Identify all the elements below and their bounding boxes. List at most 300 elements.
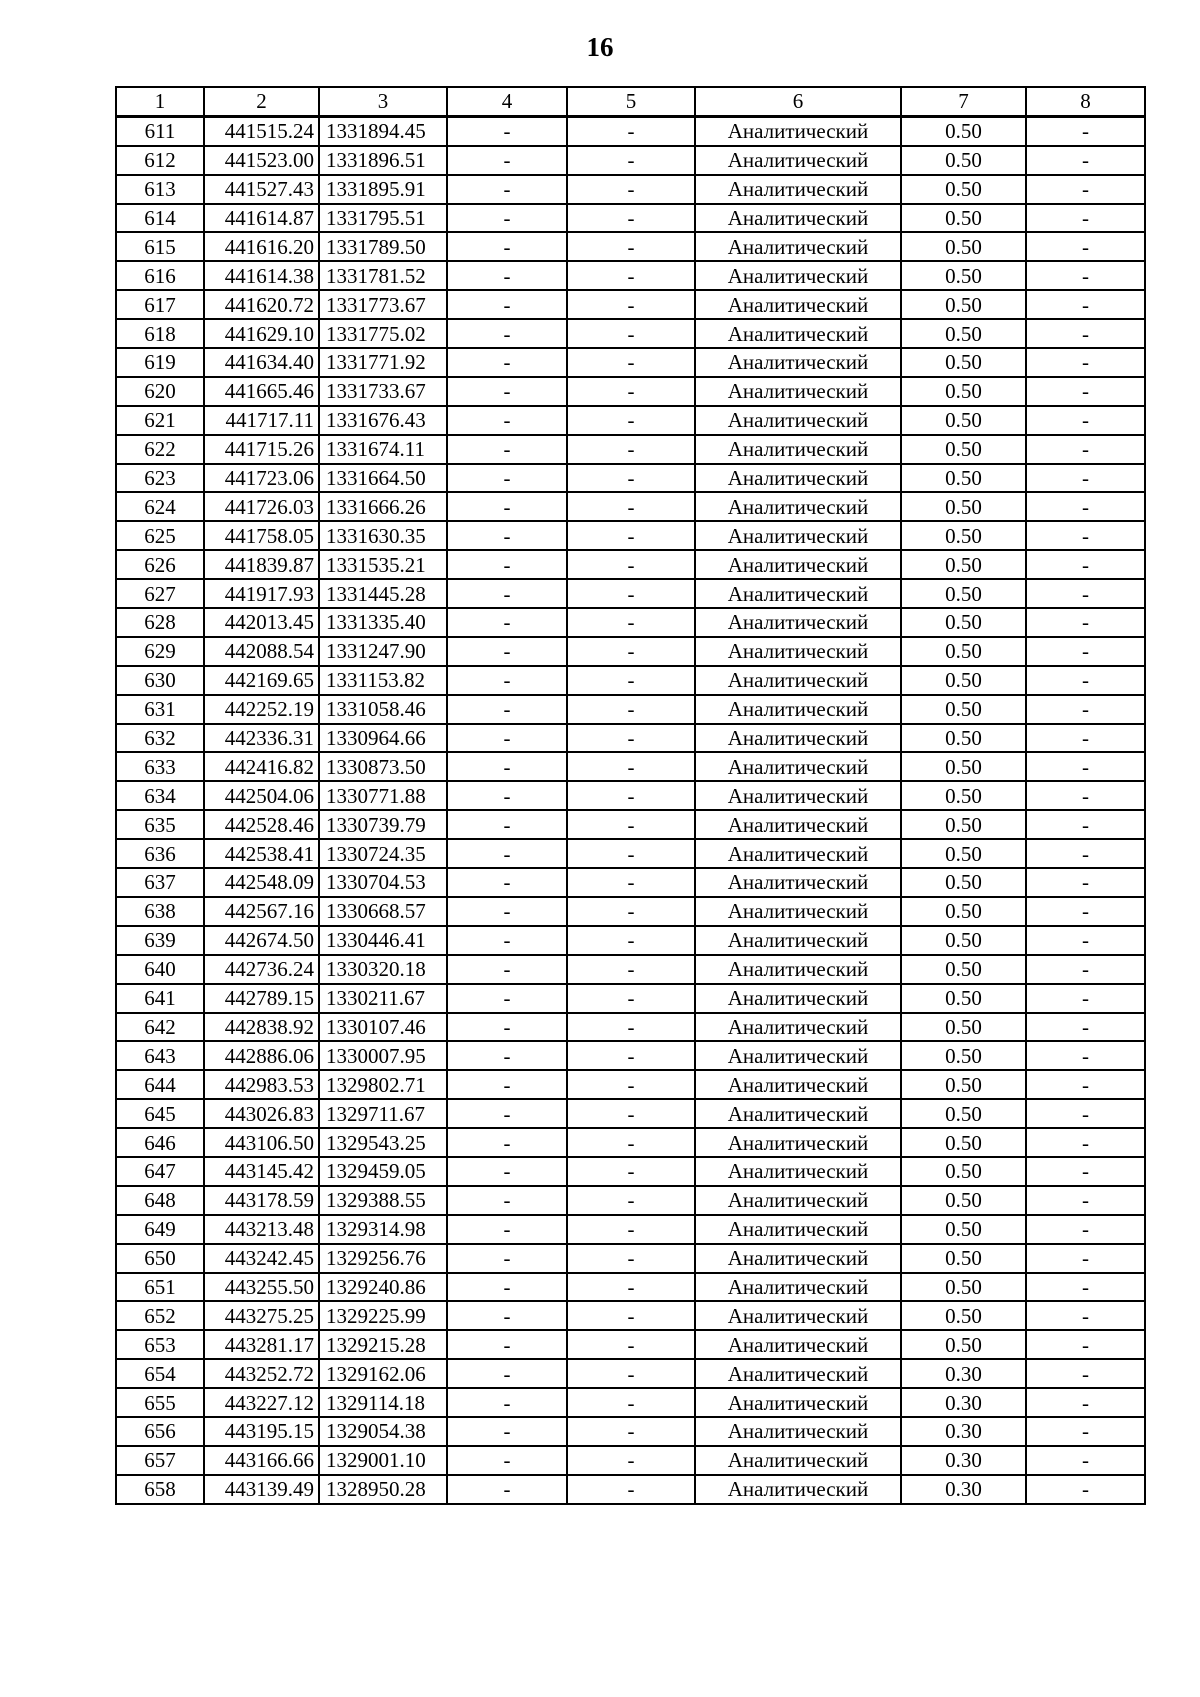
table-row <box>116 1446 1145 1475</box>
point-number-cell: 628 <box>116 608 204 637</box>
method-cell: Аналитический <box>695 406 901 435</box>
point-number-cell: 637 <box>116 868 204 897</box>
point-number-cell: 629 <box>116 637 204 666</box>
col8-cell: - <box>1026 1013 1145 1042</box>
col8-cell: - <box>1026 1330 1145 1359</box>
y-coordinate-cell: 1330964.66 <box>319 724 447 753</box>
col4-cell: - <box>447 1041 567 1070</box>
y-coordinate-cell: 1330211.67 <box>319 984 447 1013</box>
method-cell: Аналитический <box>695 1273 901 1302</box>
col8-cell: - <box>1026 637 1145 666</box>
table-row <box>116 377 1145 406</box>
method-cell: Аналитический <box>695 637 901 666</box>
accuracy-cell: 0.50 <box>901 146 1026 175</box>
x-coordinate-cell: 441715.26 <box>204 435 319 464</box>
y-coordinate-cell: 1330873.50 <box>319 752 447 781</box>
accuracy-cell: 0.50 <box>901 608 1026 637</box>
col8-cell: - <box>1026 116 1145 145</box>
col4-cell: - <box>447 984 567 1013</box>
col5-cell: - <box>567 984 695 1013</box>
col5-cell: - <box>567 261 695 290</box>
method-cell: Аналитический <box>695 1417 901 1446</box>
y-coordinate-cell: 1331894.45 <box>319 116 447 145</box>
table-row <box>116 232 1145 261</box>
point-number-cell: 615 <box>116 232 204 261</box>
accuracy-cell: 0.50 <box>901 1013 1026 1042</box>
point-number-cell: 627 <box>116 579 204 608</box>
x-coordinate-cell: 442567.16 <box>204 897 319 926</box>
col8-cell: - <box>1026 724 1145 753</box>
col4-cell: - <box>447 579 567 608</box>
col8-cell: - <box>1026 1446 1145 1475</box>
accuracy-cell: 0.30 <box>901 1359 1026 1388</box>
x-coordinate-cell: 441917.93 <box>204 579 319 608</box>
x-coordinate-cell: 443139.49 <box>204 1475 319 1504</box>
table-row <box>116 984 1145 1013</box>
method-cell: Аналитический <box>695 926 901 955</box>
col5-cell: - <box>567 1417 695 1446</box>
method-cell: Аналитический <box>695 1041 901 1070</box>
x-coordinate-cell: 441523.00 <box>204 146 319 175</box>
method-cell: Аналитический <box>695 348 901 377</box>
accuracy-cell: 0.50 <box>901 868 1026 897</box>
col8-cell: - <box>1026 348 1145 377</box>
table-row <box>116 752 1145 781</box>
table-row <box>116 1388 1145 1417</box>
method-cell: Аналитический <box>695 608 901 637</box>
column-header: 2 <box>204 87 319 116</box>
x-coordinate-cell: 443242.45 <box>204 1244 319 1273</box>
y-coordinate-cell: 1331775.02 <box>319 319 447 348</box>
method-cell: Аналитический <box>695 695 901 724</box>
x-coordinate-cell: 441634.40 <box>204 348 319 377</box>
x-coordinate-cell: 441717.11 <box>204 406 319 435</box>
point-number-cell: 612 <box>116 146 204 175</box>
method-cell: Аналитический <box>695 232 901 261</box>
col5-cell: - <box>567 637 695 666</box>
y-coordinate-cell: 1329114.18 <box>319 1388 447 1417</box>
col5-cell: - <box>567 406 695 435</box>
col5-cell: - <box>567 116 695 145</box>
method-cell: Аналитический <box>695 579 901 608</box>
point-number-cell: 649 <box>116 1215 204 1244</box>
accuracy-cell: 0.50 <box>901 1244 1026 1273</box>
x-coordinate-cell: 443178.59 <box>204 1186 319 1215</box>
x-coordinate-cell: 443145.42 <box>204 1157 319 1186</box>
y-coordinate-cell: 1329215.28 <box>319 1330 447 1359</box>
col4-cell: - <box>447 695 567 724</box>
accuracy-cell: 0.50 <box>901 579 1026 608</box>
col4-cell: - <box>447 1417 567 1446</box>
accuracy-cell: 0.50 <box>901 204 1026 233</box>
table-row <box>116 550 1145 579</box>
x-coordinate-cell: 441629.10 <box>204 319 319 348</box>
y-coordinate-cell: 1329543.25 <box>319 1128 447 1157</box>
col4-cell: - <box>447 521 567 550</box>
col5-cell: - <box>567 319 695 348</box>
coordinates-table <box>115 86 1146 1505</box>
col5-cell: - <box>567 435 695 464</box>
method-cell: Аналитический <box>695 116 901 145</box>
x-coordinate-cell: 441620.72 <box>204 290 319 319</box>
x-coordinate-cell: 443227.12 <box>204 1388 319 1417</box>
col8-cell: - <box>1026 579 1145 608</box>
col5-cell: - <box>567 579 695 608</box>
x-coordinate-cell: 441614.38 <box>204 261 319 290</box>
column-header: 5 <box>567 87 695 116</box>
point-number-cell: 633 <box>116 752 204 781</box>
method-cell: Аналитический <box>695 810 901 839</box>
point-number-cell: 641 <box>116 984 204 1013</box>
y-coordinate-cell: 1329459.05 <box>319 1157 447 1186</box>
table-row <box>116 261 1145 290</box>
col4-cell: - <box>447 781 567 810</box>
col4-cell: - <box>447 1215 567 1244</box>
col8-cell: - <box>1026 1244 1145 1273</box>
col4-cell: - <box>447 319 567 348</box>
point-number-cell: 648 <box>116 1186 204 1215</box>
col5-cell: - <box>567 492 695 521</box>
col8-cell: - <box>1026 868 1145 897</box>
col8-cell: - <box>1026 1157 1145 1186</box>
x-coordinate-cell: 441614.87 <box>204 204 319 233</box>
x-coordinate-cell: 442013.45 <box>204 608 319 637</box>
col8-cell: - <box>1026 1099 1145 1128</box>
point-number-cell: 640 <box>116 955 204 984</box>
method-cell: Аналитический <box>695 1301 901 1330</box>
col5-cell: - <box>567 377 695 406</box>
y-coordinate-cell: 1331771.92 <box>319 348 447 377</box>
x-coordinate-cell: 442538.41 <box>204 839 319 868</box>
y-coordinate-cell: 1331058.46 <box>319 695 447 724</box>
x-coordinate-cell: 443106.50 <box>204 1128 319 1157</box>
accuracy-cell: 0.50 <box>901 637 1026 666</box>
col5-cell: - <box>567 175 695 204</box>
x-coordinate-cell: 442838.92 <box>204 1013 319 1042</box>
table-row <box>116 1359 1145 1388</box>
col5-cell: - <box>567 1157 695 1186</box>
col5-cell: - <box>567 608 695 637</box>
col8-cell: - <box>1026 406 1145 435</box>
col4-cell: - <box>447 261 567 290</box>
y-coordinate-cell: 1329711.67 <box>319 1099 447 1128</box>
col5-cell: - <box>567 1215 695 1244</box>
method-cell: Аналитический <box>695 550 901 579</box>
col4-cell: - <box>447 637 567 666</box>
col4-cell: - <box>447 926 567 955</box>
col5-cell: - <box>567 1475 695 1504</box>
table-row <box>116 695 1145 724</box>
table-row <box>116 204 1145 233</box>
table-body <box>116 116 1145 1503</box>
col8-cell: - <box>1026 319 1145 348</box>
col8-cell: - <box>1026 1186 1145 1215</box>
x-coordinate-cell: 443026.83 <box>204 1099 319 1128</box>
point-number-cell: 619 <box>116 348 204 377</box>
point-number-cell: 625 <box>116 521 204 550</box>
point-number-cell: 617 <box>116 290 204 319</box>
accuracy-cell: 0.50 <box>901 984 1026 1013</box>
y-coordinate-cell: 1329256.76 <box>319 1244 447 1273</box>
point-number-cell: 618 <box>116 319 204 348</box>
accuracy-cell: 0.50 <box>901 290 1026 319</box>
col5-cell: - <box>567 839 695 868</box>
y-coordinate-cell: 1331666.26 <box>319 492 447 521</box>
col4-cell: - <box>447 232 567 261</box>
method-cell: Аналитический <box>695 175 901 204</box>
accuracy-cell: 0.50 <box>901 1186 1026 1215</box>
x-coordinate-cell: 441726.03 <box>204 492 319 521</box>
col5-cell: - <box>567 752 695 781</box>
y-coordinate-cell: 1329388.55 <box>319 1186 447 1215</box>
table-row <box>116 175 1145 204</box>
point-number-cell: 655 <box>116 1388 204 1417</box>
page-number: 16 <box>586 32 614 62</box>
y-coordinate-cell: 1330724.35 <box>319 839 447 868</box>
accuracy-cell: 0.50 <box>901 1215 1026 1244</box>
table-header <box>116 87 1145 116</box>
col5-cell: - <box>567 810 695 839</box>
x-coordinate-cell: 442528.46 <box>204 810 319 839</box>
y-coordinate-cell: 1331795.51 <box>319 204 447 233</box>
x-coordinate-cell: 441839.87 <box>204 550 319 579</box>
y-coordinate-cell: 1331630.35 <box>319 521 447 550</box>
col8-cell: - <box>1026 146 1145 175</box>
x-coordinate-cell: 442336.31 <box>204 724 319 753</box>
col5-cell: - <box>567 232 695 261</box>
table-row <box>116 290 1145 319</box>
point-number-cell: 616 <box>116 261 204 290</box>
point-number-cell: 643 <box>116 1041 204 1070</box>
column-header: 4 <box>447 87 567 116</box>
col8-cell: - <box>1026 464 1145 493</box>
method-cell: Аналитический <box>695 204 901 233</box>
point-number-cell: 636 <box>116 839 204 868</box>
col5-cell: - <box>567 781 695 810</box>
method-cell: Аналитический <box>695 984 901 1013</box>
accuracy-cell: 0.50 <box>901 319 1026 348</box>
point-number-cell: 614 <box>116 204 204 233</box>
point-number-cell: 642 <box>116 1013 204 1042</box>
column-header: 1 <box>116 87 204 116</box>
accuracy-cell: 0.50 <box>901 464 1026 493</box>
y-coordinate-cell: 1330771.88 <box>319 781 447 810</box>
point-number-cell: 656 <box>116 1417 204 1446</box>
accuracy-cell: 0.50 <box>901 897 1026 926</box>
col4-cell: - <box>447 955 567 984</box>
point-number-cell: 639 <box>116 926 204 955</box>
col4-cell: - <box>447 724 567 753</box>
col5-cell: - <box>567 666 695 695</box>
column-header: 3 <box>319 87 447 116</box>
accuracy-cell: 0.50 <box>901 781 1026 810</box>
col4-cell: - <box>447 550 567 579</box>
table-row <box>116 464 1145 493</box>
col4-cell: - <box>447 839 567 868</box>
x-coordinate-cell: 442252.19 <box>204 695 319 724</box>
point-number-cell: 654 <box>116 1359 204 1388</box>
col8-cell: - <box>1026 984 1145 1013</box>
method-cell: Аналитический <box>695 1330 901 1359</box>
y-coordinate-cell: 1330704.53 <box>319 868 447 897</box>
point-number-cell: 611 <box>116 116 204 145</box>
x-coordinate-cell: 443166.66 <box>204 1446 319 1475</box>
y-coordinate-cell: 1331335.40 <box>319 608 447 637</box>
point-number-cell: 634 <box>116 781 204 810</box>
column-header: 8 <box>1026 87 1145 116</box>
col8-cell: - <box>1026 926 1145 955</box>
col4-cell: - <box>447 1244 567 1273</box>
col4-cell: - <box>447 464 567 493</box>
method-cell: Аналитический <box>695 724 901 753</box>
column-header: 7 <box>901 87 1026 116</box>
col8-cell: - <box>1026 261 1145 290</box>
y-coordinate-cell: 1331676.43 <box>319 406 447 435</box>
col5-cell: - <box>567 1388 695 1417</box>
y-coordinate-cell: 1331247.90 <box>319 637 447 666</box>
col5-cell: - <box>567 897 695 926</box>
col8-cell: - <box>1026 666 1145 695</box>
x-coordinate-cell: 441527.43 <box>204 175 319 204</box>
x-coordinate-cell: 442416.82 <box>204 752 319 781</box>
col8-cell: - <box>1026 1301 1145 1330</box>
method-cell: Аналитический <box>695 1157 901 1186</box>
method-cell: Аналитический <box>695 1128 901 1157</box>
accuracy-cell: 0.50 <box>901 752 1026 781</box>
col5-cell: - <box>567 146 695 175</box>
y-coordinate-cell: 1331153.82 <box>319 666 447 695</box>
accuracy-cell: 0.50 <box>901 377 1026 406</box>
col4-cell: - <box>447 1301 567 1330</box>
col5-cell: - <box>567 1359 695 1388</box>
col5-cell: - <box>567 695 695 724</box>
col5-cell: - <box>567 204 695 233</box>
accuracy-cell: 0.50 <box>901 435 1026 464</box>
y-coordinate-cell: 1330007.95 <box>319 1041 447 1070</box>
method-cell: Аналитический <box>695 839 901 868</box>
point-number-cell: 621 <box>116 406 204 435</box>
col5-cell: - <box>567 1244 695 1273</box>
x-coordinate-cell: 442736.24 <box>204 955 319 984</box>
table-row <box>116 1157 1145 1186</box>
method-cell: Аналитический <box>695 1388 901 1417</box>
col5-cell: - <box>567 1013 695 1042</box>
y-coordinate-cell: 1331896.51 <box>319 146 447 175</box>
table-row <box>116 1013 1145 1042</box>
col4-cell: - <box>447 1475 567 1504</box>
table-row <box>116 1128 1145 1157</box>
col5-cell: - <box>567 1099 695 1128</box>
col5-cell: - <box>567 868 695 897</box>
table-row <box>116 146 1145 175</box>
accuracy-cell: 0.50 <box>901 724 1026 753</box>
col4-cell: - <box>447 1388 567 1417</box>
col4-cell: - <box>447 1273 567 1302</box>
col8-cell: - <box>1026 1273 1145 1302</box>
accuracy-cell: 0.50 <box>901 839 1026 868</box>
point-number-cell: 644 <box>116 1070 204 1099</box>
col8-cell: - <box>1026 377 1145 406</box>
y-coordinate-cell: 1328950.28 <box>319 1475 447 1504</box>
col5-cell: - <box>567 1186 695 1215</box>
point-number-cell: 652 <box>116 1301 204 1330</box>
col4-cell: - <box>447 1330 567 1359</box>
accuracy-cell: 0.50 <box>901 1070 1026 1099</box>
col8-cell: - <box>1026 839 1145 868</box>
y-coordinate-cell: 1331895.91 <box>319 175 447 204</box>
accuracy-cell: 0.50 <box>901 261 1026 290</box>
y-coordinate-cell: 1330107.46 <box>319 1013 447 1042</box>
point-number-cell: 620 <box>116 377 204 406</box>
col4-cell: - <box>447 377 567 406</box>
accuracy-cell: 0.50 <box>901 1099 1026 1128</box>
table-row <box>116 492 1145 521</box>
accuracy-cell: 0.50 <box>901 1301 1026 1330</box>
y-coordinate-cell: 1330668.57 <box>319 897 447 926</box>
x-coordinate-cell: 443255.50 <box>204 1273 319 1302</box>
point-number-cell: 658 <box>116 1475 204 1504</box>
accuracy-cell: 0.50 <box>901 810 1026 839</box>
y-coordinate-cell: 1331445.28 <box>319 579 447 608</box>
col4-cell: - <box>447 868 567 897</box>
table-row <box>116 781 1145 810</box>
col5-cell: - <box>567 1301 695 1330</box>
accuracy-cell: 0.50 <box>901 521 1026 550</box>
point-number-cell: 650 <box>116 1244 204 1273</box>
x-coordinate-cell: 442983.53 <box>204 1070 319 1099</box>
method-cell: Аналитический <box>695 1215 901 1244</box>
col8-cell: - <box>1026 695 1145 724</box>
col4-cell: - <box>447 1128 567 1157</box>
header-row <box>116 87 1145 116</box>
table-row <box>116 1186 1145 1215</box>
y-coordinate-cell: 1330446.41 <box>319 926 447 955</box>
table-row <box>116 1330 1145 1359</box>
table-row <box>116 637 1145 666</box>
col4-cell: - <box>447 1070 567 1099</box>
col8-cell: - <box>1026 435 1145 464</box>
accuracy-cell: 0.30 <box>901 1388 1026 1417</box>
col5-cell: - <box>567 1273 695 1302</box>
col4-cell: - <box>447 204 567 233</box>
point-number-cell: 613 <box>116 175 204 204</box>
method-cell: Аналитический <box>695 1070 901 1099</box>
accuracy-cell: 0.50 <box>901 1041 1026 1070</box>
col8-cell: - <box>1026 1388 1145 1417</box>
method-cell: Аналитический <box>695 1244 901 1273</box>
method-cell: Аналитический <box>695 1359 901 1388</box>
method-cell: Аналитический <box>695 377 901 406</box>
point-number-cell: 645 <box>116 1099 204 1128</box>
y-coordinate-cell: 1329054.38 <box>319 1417 447 1446</box>
col5-cell: - <box>567 926 695 955</box>
y-coordinate-cell: 1331733.67 <box>319 377 447 406</box>
accuracy-cell: 0.30 <box>901 1475 1026 1504</box>
col5-cell: - <box>567 1070 695 1099</box>
method-cell: Аналитический <box>695 319 901 348</box>
col8-cell: - <box>1026 232 1145 261</box>
table-row <box>116 1099 1145 1128</box>
col8-cell: - <box>1026 608 1145 637</box>
col4-cell: - <box>447 1099 567 1128</box>
col8-cell: - <box>1026 1128 1145 1157</box>
table-row <box>116 868 1145 897</box>
accuracy-cell: 0.50 <box>901 550 1026 579</box>
col8-cell: - <box>1026 1215 1145 1244</box>
method-cell: Аналитический <box>695 1013 901 1042</box>
method-cell: Аналитический <box>695 290 901 319</box>
col8-cell: - <box>1026 781 1145 810</box>
